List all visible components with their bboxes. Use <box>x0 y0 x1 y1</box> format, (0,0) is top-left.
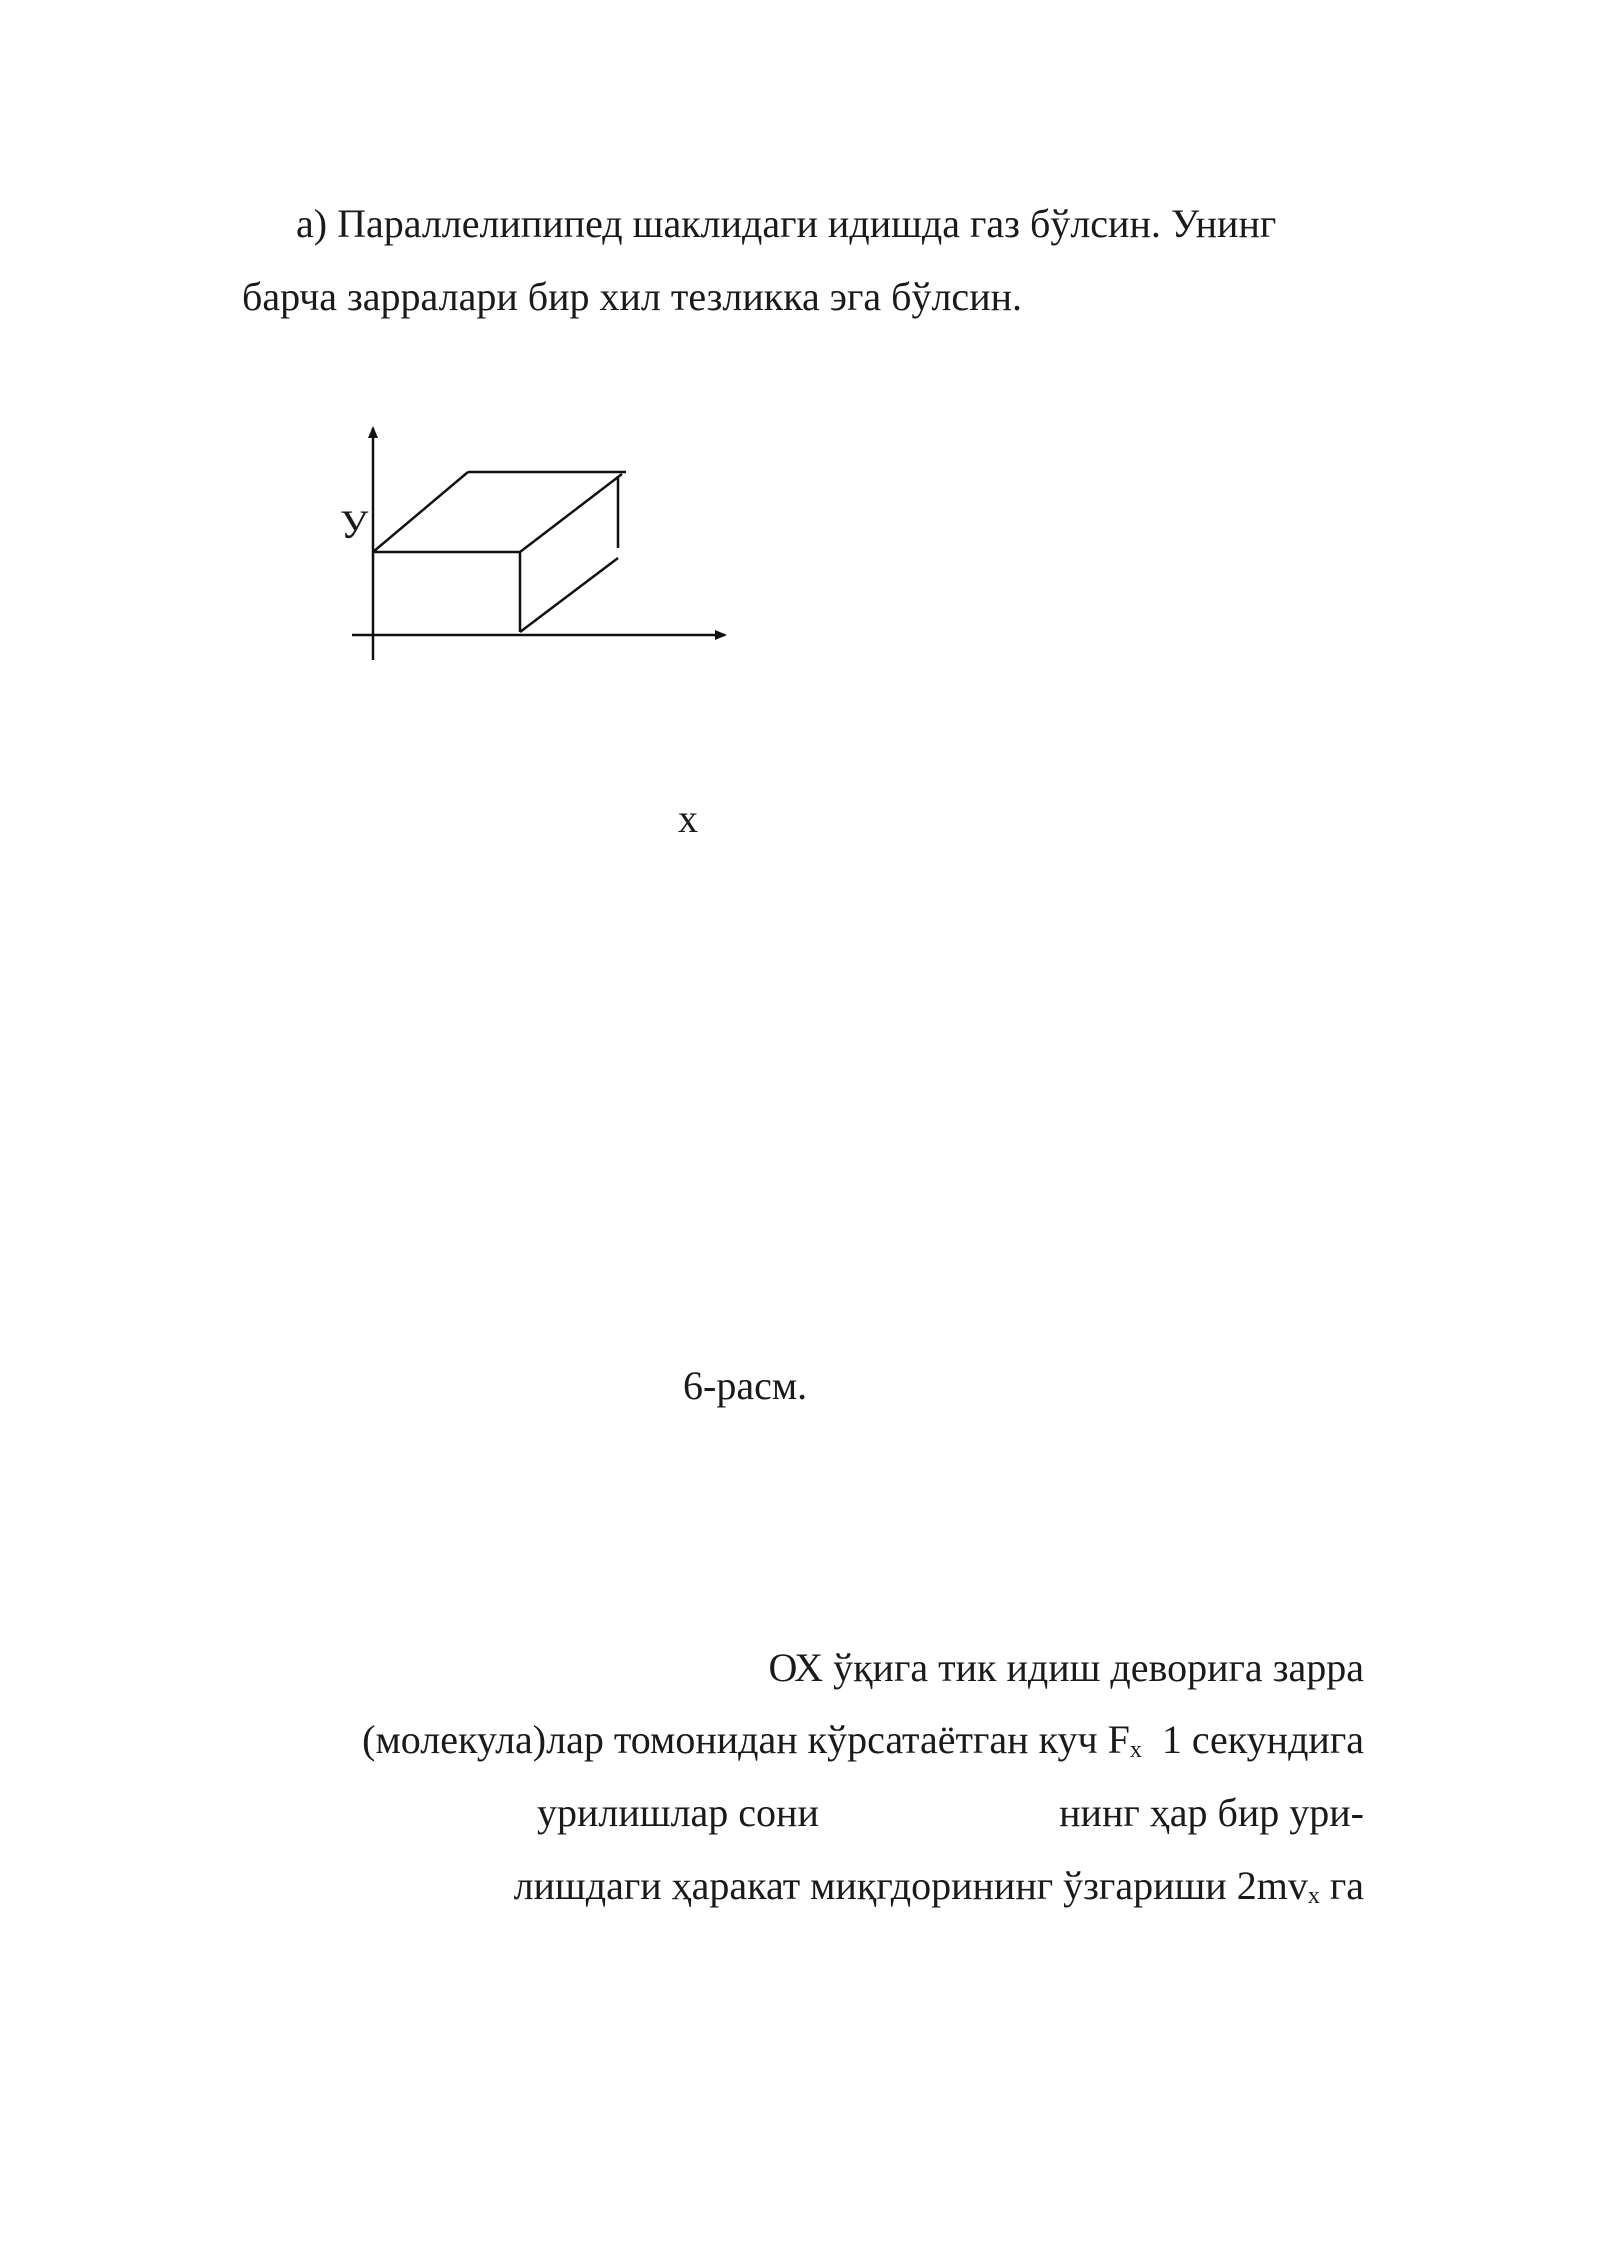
box-right-top-diagonal <box>520 474 622 552</box>
momentum-subscript: x <box>1307 1883 1320 1909</box>
box-right-bottom-diagonal <box>520 558 618 632</box>
paragraph-b-line-4 <box>513 1863 1364 1909</box>
paragraph-b-line-2-tail: 1 секундига <box>1141 1717 1364 1762</box>
paragraph-b-line-2-text: (молекула)лар томонидан кўрсатаётган куч F <box>362 1717 1130 1762</box>
paragraph-b-line-2 <box>362 1717 1364 1763</box>
figure-caption: 6-расм. <box>683 1363 808 1408</box>
paragraph-a-line-1: а) Параллелипипед шаклидаги идишда газ бўлсин. Унинг <box>296 201 1277 246</box>
parallelepiped-figure <box>330 410 730 670</box>
force-subscript: x <box>1129 1737 1142 1763</box>
paragraph-b-line-4-text: лишдаги ҳаракат миқгдорининг ўзгариши 2mv <box>513 1863 1308 1908</box>
y-axis-label: У <box>340 502 369 547</box>
paragraph-b-line-4-tail: га <box>1319 1863 1364 1908</box>
paragraph-b-line-3-left: урилишлар сони <box>537 1790 819 1835</box>
box-left-top-diagonal <box>373 472 468 552</box>
x-axis-label: х <box>678 796 698 841</box>
paragraph-a-line-2: барча зарралари бир хил тезликка эга бўлсин. <box>242 274 1022 319</box>
paragraph-b-line-3-right: нинг ҳар бир ури- <box>1059 1790 1364 1835</box>
parallelepiped-diagram <box>330 410 730 670</box>
paragraph-b-line-1: ОХ ўқига тик идиш деворига зарра <box>768 1645 1364 1690</box>
